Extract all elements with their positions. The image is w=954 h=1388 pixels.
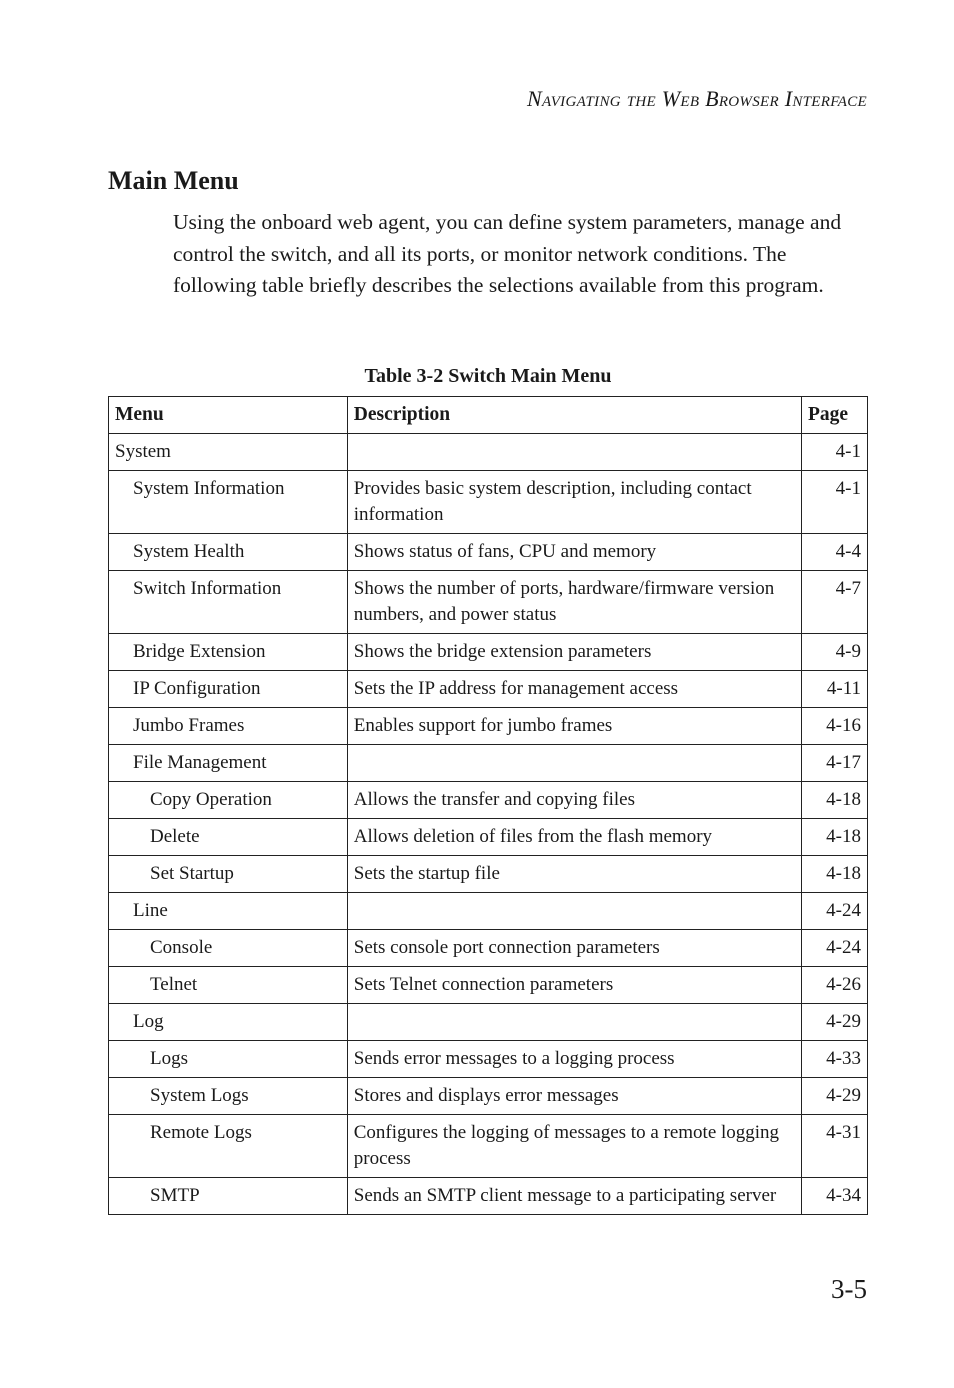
menu-cell: IP Configuration [109,671,348,708]
table-row [109,893,868,930]
menu-cell: System [109,434,348,471]
description-cell: Enables support for jumbo frames [347,708,801,745]
page-cell: 4-18 [802,782,868,819]
page-cell: 4-7 [802,571,868,634]
page-cell: 4-24 [802,893,868,930]
menu-cell: System Information [109,471,348,534]
menu-cell: Jumbo Frames [109,708,348,745]
description-cell: Provides basic system description, including contact information [347,471,801,534]
description-cell: Allows deletion of files from the flash memory [347,819,801,856]
description-cell: Sets Telnet connection parameters [347,967,801,1004]
section-title: Main Menu [108,166,239,195]
page-cell: 4-24 [802,930,868,967]
column-header-page: Page [802,397,868,434]
page-cell: 4-17 [802,745,868,782]
menu-cell: Line [109,893,348,930]
description-cell: Shows status of fans, CPU and memory [347,534,801,571]
column-header-description: Description [347,397,801,434]
menu-cell: SMTP [109,1178,348,1215]
table-row [109,1078,868,1115]
page-cell: 4-4 [802,534,868,571]
description-cell: Sends error messages to a logging process [347,1041,801,1078]
page-cell: 4-1 [802,471,868,534]
running-header: Navigating the Web Browser Interface [527,86,867,111]
page-cell: 4-16 [802,708,868,745]
page-cell: 4-26 [802,967,868,1004]
page-number: 3-5 [831,1274,867,1304]
table-row [109,745,868,782]
table-caption: Table 3-2 Switch Main Menu [364,365,612,387]
description-cell [347,434,801,471]
table-row [109,930,868,967]
page-cell: 4-29 [802,1078,868,1115]
description-cell: Stores and displays error messages [347,1078,801,1115]
table-row [109,967,868,1004]
page-cell: 4-31 [802,1115,868,1178]
menu-cell: System Health [109,534,348,571]
table-row [109,708,868,745]
table-row [109,856,868,893]
menu-cell: Log [109,1004,348,1041]
page-cell: 4-29 [802,1004,868,1041]
page-cell: 4-33 [802,1041,868,1078]
column-header-menu: Menu [109,397,348,434]
menu-cell: Bridge Extension [109,634,348,671]
table-body [109,434,868,1215]
menu-cell: Copy Operation [109,782,348,819]
table-row [109,1115,868,1178]
menu-cell: Switch Information [109,571,348,634]
menu-cell: Remote Logs [109,1115,348,1178]
table-row [109,571,868,634]
switch-main-menu-table [108,396,868,1215]
menu-cell: Console [109,930,348,967]
page-cell: 4-11 [802,671,868,708]
table-row [109,819,868,856]
table-row [109,534,868,571]
table-row [109,671,868,708]
page-cell: 4-18 [802,856,868,893]
description-cell [347,893,801,930]
menu-cell: System Logs [109,1078,348,1115]
description-cell: Sends an SMTP client message to a participating server [347,1178,801,1215]
table-header-row [109,397,868,434]
menu-cell: Delete [109,819,348,856]
intro-paragraph: Using the onboard web agent, you can define system parameters, manage and control the switch, and all its ports, or monitor network conditions. The following table briefly describes the selections available from this program. [173,210,842,297]
table-row [109,434,868,471]
page-cell: 4-9 [802,634,868,671]
table-row [109,1041,868,1078]
description-cell: Sets the startup file [347,856,801,893]
page-cell: 4-34 [802,1178,868,1215]
table-row [109,1004,868,1041]
menu-cell: File Management [109,745,348,782]
page-cell: 4-18 [802,819,868,856]
description-cell: Sets console port connection parameters [347,930,801,967]
table-row [109,1178,868,1215]
table-row [109,471,868,534]
menu-cell: Set Startup [109,856,348,893]
description-cell: Shows the number of ports, hardware/firmware version numbers, and power status [347,571,801,634]
table-row [109,634,868,671]
page-cell: 4-1 [802,434,868,471]
description-cell: Shows the bridge extension parameters [347,634,801,671]
table-row [109,782,868,819]
description-cell: Sets the IP address for management access [347,671,801,708]
menu-cell: Logs [109,1041,348,1078]
description-cell: Allows the transfer and copying files [347,782,801,819]
description-cell: Configures the logging of messages to a remote logging process [347,1115,801,1178]
menu-cell: Telnet [109,967,348,1004]
description-cell [347,1004,801,1041]
description-cell [347,745,801,782]
